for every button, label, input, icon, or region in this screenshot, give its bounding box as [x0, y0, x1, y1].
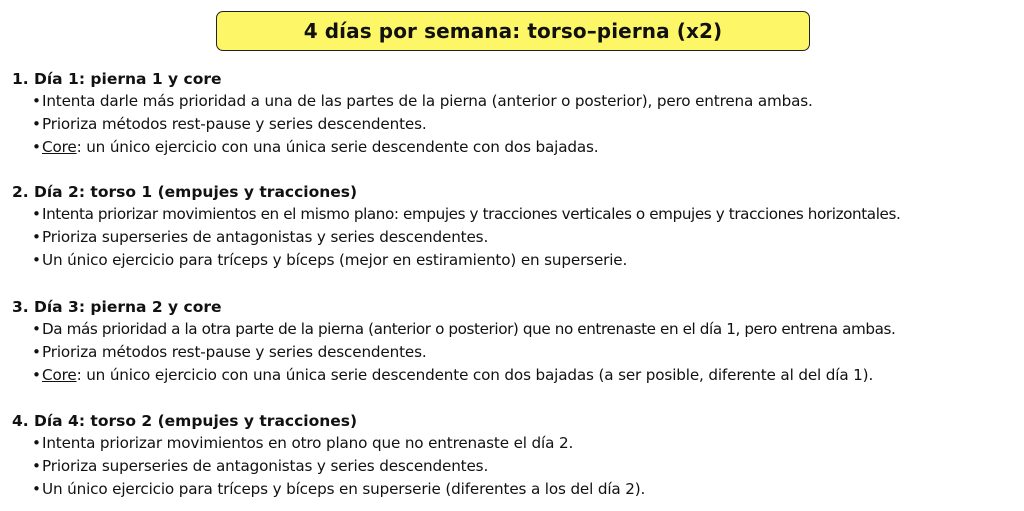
list-item: •Un único ejercicio para tríceps y bíceps en superserie (diferentes a los del día 2).: [32, 480, 646, 498]
page-title: 4 días por semana: torso–pierna (x2): [303, 19, 723, 43]
bullet-text: : un único ejercicio con una única serie descendente con dos bajadas (a ser posible, diferente al del día 1).: [76, 366, 874, 384]
list-item: •Prioriza superseries de antagonistas y series descendentes.: [32, 457, 489, 475]
day-section: [12, 410, 1020, 501]
bullet-list: [12, 432, 1020, 501]
bullet-text: : un único ejercicio con una única serie descendente con dos bajadas.: [76, 138, 599, 156]
day-title: Día 4: torso 2 (empujes y tracciones): [34, 412, 358, 430]
bullet-text: Intenta darle más prioridad a una de las partes de la pierna (anterior o posterior), pero entrena ambas.: [42, 92, 813, 110]
list-item: •Core: un único ejercicio con una única serie descendente con dos bajadas.: [32, 138, 599, 156]
day-number: 2.: [12, 183, 29, 201]
list-item: •Intenta priorizar movimientos en el mismo plano: empujes y tracciones verticales o empujes y tracciones horizontales.: [32, 205, 901, 223]
list-item: •Intenta priorizar movimientos en otro plano que no entrenaste el día 2.: [32, 434, 574, 452]
list-item: •Core: un único ejercicio con una única serie descendente con dos bajadas (a ser posible, diferente al del día 1).: [32, 366, 874, 384]
list-item: •Da más prioridad a la otra parte de la pierna (anterior o posterior) que no entrenaste en el día 1, pero entrena ambas.: [32, 320, 896, 338]
list-item: •Intenta darle más prioridad a una de las partes de la pierna (anterior o posterior), pero entrena ambas.: [32, 92, 813, 110]
bullet-text: Intenta priorizar movimientos en otro plano que no entrenaste el día 2.: [42, 434, 574, 452]
bullet-text: Un único ejercicio para tríceps y bíceps (mejor en estiramiento) en superserie.: [42, 251, 628, 269]
list-item: •Prioriza métodos rest-pause y series descendentes.: [32, 115, 427, 133]
day-title: Día 1: pierna 1 y core: [34, 70, 222, 88]
bullet-list: [12, 90, 1020, 159]
day-heading: [12, 68, 1020, 90]
day-title: Día 2: torso 1 (empujes y tracciones): [34, 183, 358, 201]
day-number: 3.: [12, 298, 29, 316]
bullet-prefix: Core: [42, 138, 77, 156]
bullet-text: Prioriza métodos rest-pause y series descendentes.: [42, 343, 427, 361]
day-heading: [12, 296, 1020, 318]
bullet-text: Un único ejercicio para tríceps y bíceps en superserie (diferentes a los del día 2).: [42, 480, 646, 498]
day-section: [12, 181, 1020, 272]
bullet-list: [12, 203, 1020, 272]
day-section: [12, 68, 1020, 159]
day-section: [12, 296, 1020, 387]
day-title: Día 3: pierna 2 y core: [34, 298, 222, 316]
day-heading: [12, 410, 1020, 432]
list-item: •Prioriza superseries de antagonistas y series descendentes.: [32, 228, 489, 246]
day-number: 4.: [12, 412, 29, 430]
bullet-text: Intenta priorizar movimientos en el mismo plano: empujes y tracciones verticales o empujes y tracciones horizontales.: [42, 205, 901, 223]
bullet-text: Prioriza métodos rest-pause y series descendentes.: [42, 115, 427, 133]
bullet-text: Prioriza superseries de antagonistas y series descendentes.: [42, 228, 489, 246]
day-heading: [12, 181, 1020, 203]
bullet-text: Da más prioridad a la otra parte de la pierna (anterior o posterior) que no entrenaste en el día 1, pero entrena ambas.: [42, 320, 896, 338]
title-banner: [216, 11, 810, 51]
bullet-list: [12, 318, 1020, 387]
day-number: 1.: [12, 70, 29, 88]
list-item: •Un único ejercicio para tríceps y bíceps (mejor en estiramiento) en superserie.: [32, 251, 628, 269]
list-item: •Prioriza métodos rest-pause y series descendentes.: [32, 343, 427, 361]
bullet-text: Prioriza superseries de antagonistas y series descendentes.: [42, 457, 489, 475]
bullet-prefix: Core: [42, 366, 77, 384]
